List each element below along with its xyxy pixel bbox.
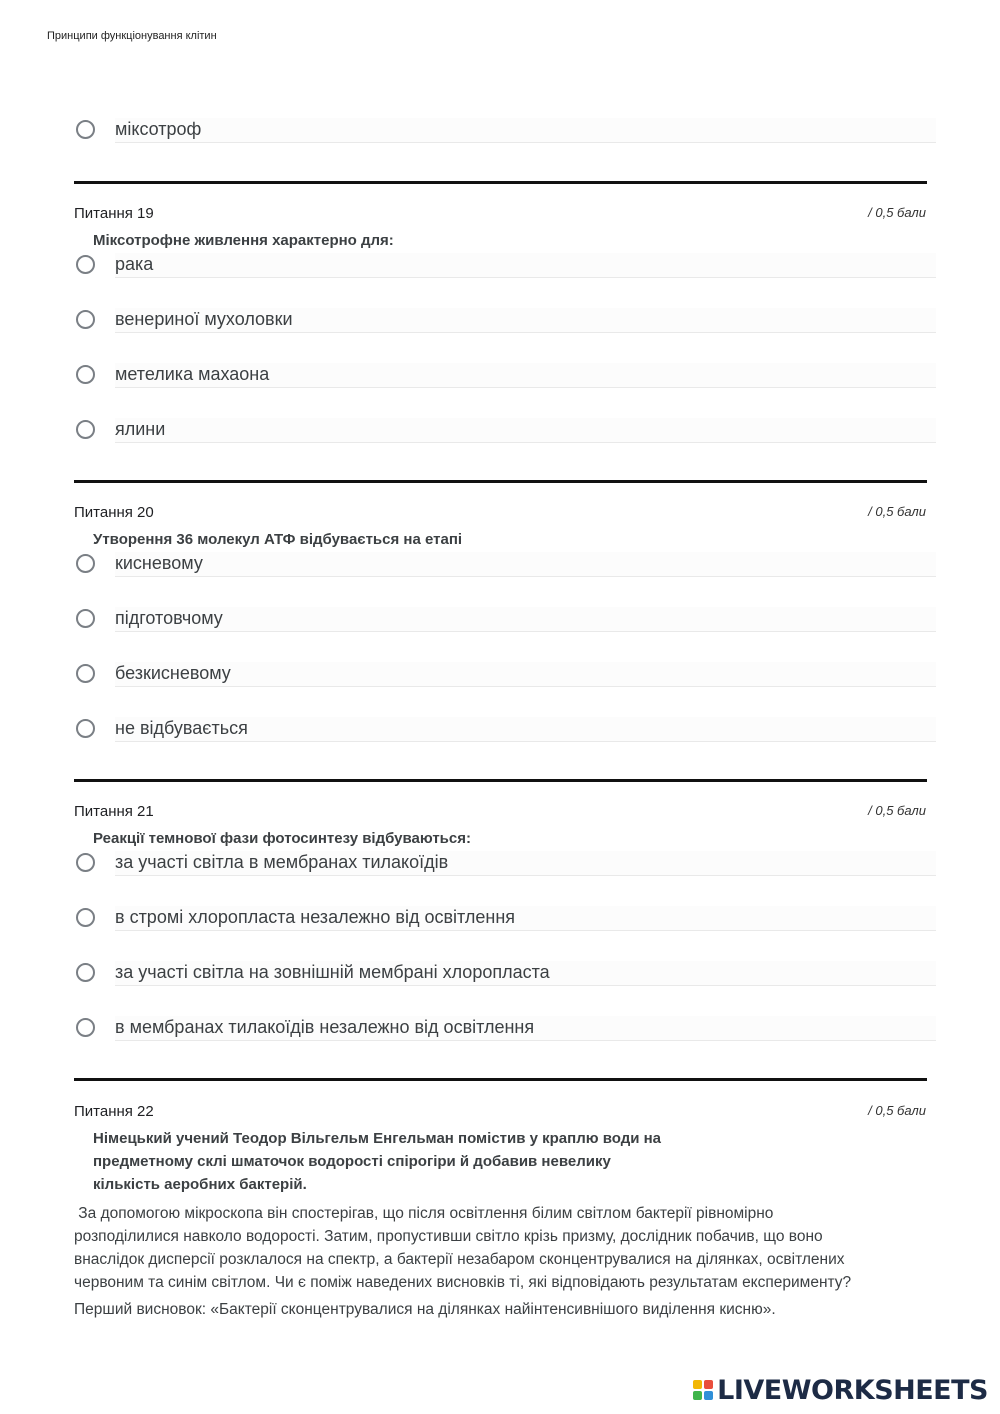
answer-option[interactable] <box>74 661 936 691</box>
liveworksheets-logo <box>693 1374 988 1406</box>
question-text-line: предметному склі шматочок водорості спірогіри й добавив невелику <box>93 1153 611 1170</box>
question-text-line: кількість аеробних бактерій. <box>93 1176 307 1193</box>
option-label: безкисневому <box>115 662 936 687</box>
answer-option[interactable] <box>74 960 936 990</box>
question-text: Реакції темнової фази фотосинтезу відбуваються: <box>93 830 471 847</box>
question-divider <box>74 779 927 782</box>
option-label: не відбувається <box>115 717 936 742</box>
logo-mark-icon <box>693 1380 713 1400</box>
option-label: в мембранах тилакоїдів незалежно від освітлення <box>115 1016 936 1041</box>
logo-square <box>693 1380 702 1389</box>
option-label: міксотроф <box>115 118 936 143</box>
radio-button[interactable] <box>76 719 95 738</box>
logo-square <box>693 1391 702 1400</box>
question-text <box>93 1127 661 1196</box>
question-text: Міксотрофне живлення характерно для: <box>93 232 394 249</box>
radio-button[interactable] <box>76 120 95 139</box>
radio-button[interactable] <box>76 1018 95 1037</box>
logo-square <box>704 1380 713 1389</box>
radio-button[interactable] <box>76 420 95 439</box>
answer-option[interactable] <box>74 716 936 746</box>
answer-option[interactable] <box>74 252 936 282</box>
question-number: Питання 21 <box>74 803 154 820</box>
question-points: / 0,5 бали <box>868 504 926 519</box>
question-number: Питання 19 <box>74 205 154 222</box>
body-line: внаслідок дисперсії розклалося на спектр, а бактерії незабаром сконцентрувалися на ділянках, освітлених <box>74 1251 845 1268</box>
answer-option[interactable] <box>74 307 936 337</box>
logo-square <box>704 1391 713 1400</box>
answer-option[interactable] <box>74 905 936 935</box>
question-body <box>74 1202 934 1294</box>
answer-option[interactable] <box>74 850 936 880</box>
answer-option[interactable] <box>74 362 936 392</box>
radio-button[interactable] <box>76 664 95 683</box>
question-points: / 0,5 бали <box>868 1103 926 1118</box>
question-divider <box>74 480 927 483</box>
answer-option[interactable] <box>74 606 936 636</box>
radio-button[interactable] <box>76 609 95 628</box>
radio-button[interactable] <box>76 853 95 872</box>
document-title: Принципи функціонування клітин <box>47 30 217 42</box>
option-label: метелика махаона <box>115 363 936 388</box>
radio-button[interactable] <box>76 365 95 384</box>
question-points: / 0,5 бали <box>868 205 926 220</box>
radio-button[interactable] <box>76 963 95 982</box>
option-label: ялини <box>115 418 936 443</box>
question-text-line: Німецький учений Теодор Вільгельм Енгельман помістив у краплю води на <box>93 1130 662 1147</box>
body-line: За допомогою мікроскопа він спостерігав, що після освітлення білим світлом бактерії рівномірно <box>74 1205 774 1222</box>
answer-option[interactable] <box>74 1015 936 1045</box>
option-label: в стромі хлоропласта незалежно від освітлення <box>115 906 936 931</box>
answer-option[interactable] <box>74 117 936 147</box>
answer-option[interactable] <box>74 417 936 447</box>
option-label: за участі світла на зовнішній мембрані хлоропласта <box>115 961 936 986</box>
answer-option[interactable] <box>74 551 936 581</box>
option-label: кисневому <box>115 552 936 577</box>
body-line: розподілилися навколо водорості. Затим, пропустивши світло крізь призму, дослідник побачив, що воно <box>74 1228 823 1245</box>
brand-name: LIVEWORKSHEETS <box>717 1374 988 1406</box>
radio-button[interactable] <box>76 255 95 274</box>
option-label: за участі світла в мембранах тилакоїдів <box>115 851 936 876</box>
question-points: / 0,5 бали <box>868 803 926 818</box>
option-label: рака <box>115 253 936 278</box>
question-divider <box>74 1078 927 1081</box>
question-conclusion: Перший висновок: «Бактерії сконцентрувалися на ділянках найінтенсивнішого виділення кисню». <box>74 1301 776 1318</box>
body-line: червоним та синім світлом. Чи є поміж наведених висновків ті, які відповідають результатам експерименту? <box>74 1274 852 1291</box>
option-label: венериної мухоловки <box>115 308 936 333</box>
option-label: підготовчому <box>115 607 936 632</box>
question-number: Питання 22 <box>74 1103 154 1120</box>
radio-button[interactable] <box>76 908 95 927</box>
radio-button[interactable] <box>76 554 95 573</box>
question-divider <box>74 181 927 184</box>
radio-button[interactable] <box>76 310 95 329</box>
question-number: Питання 20 <box>74 504 154 521</box>
question-text: Утворення 36 молекул АТФ відбувається на етапі <box>93 531 463 548</box>
